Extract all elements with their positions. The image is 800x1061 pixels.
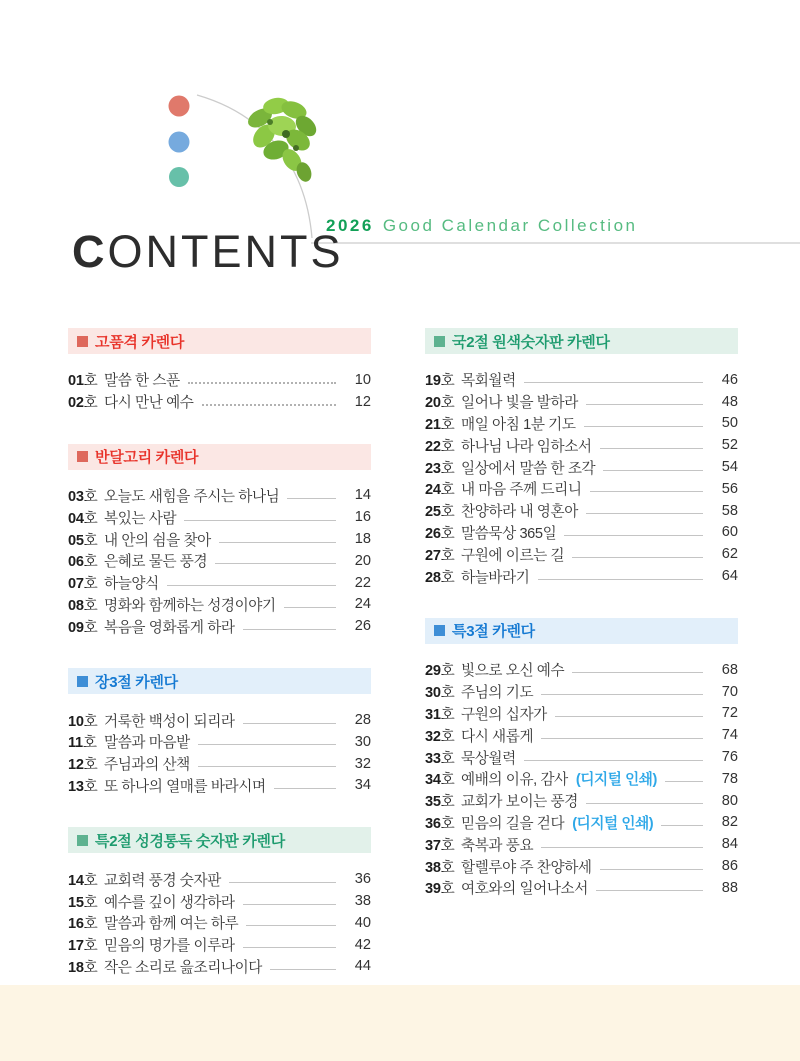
leader-line	[202, 404, 337, 406]
item-number: 18호	[68, 959, 98, 976]
item-title: 복음을 영화롭게 하라	[104, 619, 235, 636]
item-page-number: 68	[721, 661, 738, 678]
toc-section	[68, 328, 371, 413]
subtitle-year: 2026	[326, 216, 374, 235]
item-page-number: 18	[354, 531, 371, 548]
toc-row	[425, 659, 738, 681]
item-number: 15호	[68, 894, 98, 911]
item-number: 28호	[425, 569, 455, 586]
item-title: 또 하나의 열매를 바라시며	[104, 778, 266, 795]
collection-subtitle	[326, 216, 638, 236]
toc-row	[425, 877, 738, 899]
leader-line	[243, 904, 336, 905]
item-title: 오늘도 새힘을 주시는 하나님	[104, 488, 280, 505]
toc-section	[425, 328, 738, 587]
section-header	[68, 668, 371, 694]
toc-section	[425, 618, 738, 899]
deco-dot	[169, 132, 190, 153]
item-page-number: 78	[721, 770, 738, 787]
item-title: 내 안의 쉼을 찾아	[104, 532, 211, 549]
item-number: 20호	[425, 395, 455, 412]
item-page-number: 30	[354, 733, 371, 750]
deco-dot	[169, 167, 189, 187]
item-number: 39호	[425, 881, 455, 898]
section-rows	[425, 659, 738, 899]
leader-line	[270, 969, 336, 970]
leader-line	[184, 520, 336, 521]
leader-line	[564, 535, 703, 536]
item-number: 07호	[68, 576, 98, 593]
item-number: 03호	[68, 488, 98, 505]
toc-row	[68, 572, 371, 594]
toc-row	[425, 522, 738, 544]
item-number: 38호	[425, 859, 455, 876]
item-page-number: 34	[354, 777, 371, 794]
leader-line	[287, 498, 336, 499]
item-title: 묵상월력	[461, 750, 516, 767]
item-page-number: 76	[721, 749, 738, 766]
item-page-number: 58	[721, 502, 738, 519]
item-number: 29호	[425, 663, 455, 680]
page-title	[72, 226, 344, 278]
leader-line	[541, 694, 703, 695]
toc-row	[68, 369, 371, 391]
item-title: 하늘양식	[104, 576, 159, 593]
leader-line	[600, 448, 703, 449]
item-number: 25호	[425, 504, 455, 521]
item-number: 32호	[425, 728, 455, 745]
item-page-number: 28	[354, 712, 371, 729]
toc-row	[425, 768, 738, 790]
item-page-number: 42	[354, 936, 371, 953]
item-title: 일상에서 말씀 한 조각	[461, 460, 596, 477]
item-title: 주님의 기도	[461, 685, 534, 702]
item-number: 14호	[68, 872, 98, 889]
leader-line	[167, 585, 336, 586]
section-bullet-icon	[434, 625, 445, 636]
item-number: 09호	[68, 619, 98, 636]
toc-row	[68, 912, 371, 934]
section-title: 고품격 카렌다	[95, 333, 185, 351]
item-title: 하나님 나라 임하소서	[461, 438, 592, 455]
section-title: 특2절 성경통독 숫자판 카렌다	[95, 832, 285, 850]
leader-line	[572, 672, 703, 673]
toc-row	[425, 543, 738, 565]
deco-dot	[169, 96, 190, 117]
leader-line	[219, 542, 336, 543]
item-title: 명화와 함께하는 성경이야기	[104, 597, 276, 614]
item-title: 복있는 사람	[104, 510, 177, 527]
leader-line	[541, 738, 703, 739]
toc-row	[425, 703, 738, 725]
item-page-number: 56	[721, 480, 738, 497]
item-title: 여호와의 일어나소서	[461, 881, 588, 898]
item-title: 교회력 풍경 숫자판	[104, 872, 221, 889]
item-number: 22호	[425, 438, 455, 455]
toc-row	[68, 391, 371, 413]
item-number: 06호	[68, 554, 98, 571]
item-title: 내 마음 주께 드리니	[461, 482, 582, 499]
leader-line	[586, 404, 703, 405]
toc-row	[68, 615, 371, 637]
item-number: 12호	[68, 757, 98, 774]
leader-line	[538, 579, 704, 580]
section-rows	[425, 369, 738, 587]
toc-row	[68, 934, 371, 956]
leader-line	[586, 513, 703, 514]
footer-band	[0, 985, 800, 1061]
column-left	[68, 328, 371, 977]
item-page-number: 82	[721, 814, 738, 831]
section-title: 장3절 카렌다	[95, 673, 178, 691]
item-number: 23호	[425, 460, 455, 477]
leader-line	[661, 825, 703, 826]
leader-line	[243, 723, 336, 724]
section-bullet-icon	[77, 336, 88, 347]
toc-row	[68, 956, 371, 978]
toc-row	[68, 890, 371, 912]
item-number: 30호	[425, 685, 455, 702]
item-number: 01호	[68, 373, 98, 390]
item-title: 빛으로 오신 예수	[461, 663, 565, 680]
section-header	[425, 328, 738, 354]
leader-line	[584, 426, 703, 427]
item-title: 할렐루야 주 찬양하세	[461, 859, 592, 876]
item-page-number: 26	[354, 618, 371, 635]
item-number: 10호	[68, 713, 98, 730]
item-number: 13호	[68, 778, 98, 795]
item-title: 주님과의 산책	[104, 757, 190, 774]
item-number: 35호	[425, 794, 455, 811]
toc-row	[68, 753, 371, 775]
item-number: 37호	[425, 837, 455, 854]
toc-row	[68, 709, 371, 731]
section-title: 반달고리 카렌다	[95, 449, 199, 467]
leader-line	[198, 766, 336, 767]
toc-row	[425, 434, 738, 456]
item-page-number: 20	[354, 552, 371, 569]
item-page-number: 72	[721, 705, 738, 722]
item-number: 31호	[425, 706, 455, 723]
item-title: 목회월력	[461, 373, 516, 390]
item-page-number: 22	[354, 574, 371, 591]
item-title: 말씀묵상 365일	[461, 525, 557, 542]
leader-line	[600, 869, 703, 870]
item-page-number: 84	[721, 836, 738, 853]
section-rows	[68, 709, 371, 796]
item-title: 하늘바라기	[461, 569, 530, 586]
section-bullet-icon	[77, 451, 88, 462]
leader-line	[284, 607, 336, 608]
item-page-number: 86	[721, 858, 738, 875]
subtitle-text: Good Calendar Collection	[382, 216, 638, 235]
section-header	[68, 827, 371, 853]
section-title: 특3절 카렌다	[452, 623, 535, 641]
section-header	[68, 328, 371, 354]
toc-row	[425, 456, 738, 478]
item-title: 은혜로 물든 풍경	[104, 554, 208, 571]
item-title: 작은 소리로 읊조리나이다	[104, 959, 262, 976]
toc-row	[68, 506, 371, 528]
toc-row	[68, 528, 371, 550]
item-page-number: 32	[354, 755, 371, 772]
item-title: 예배의 이유, 감사	[461, 772, 568, 789]
item-page-number: 64	[721, 568, 738, 585]
item-title: 축복과 풍요	[461, 837, 534, 854]
item-number: 34호	[425, 772, 455, 789]
item-note: (디지털 인쇄)	[572, 815, 654, 832]
toc-row	[425, 681, 738, 703]
item-page-number: 46	[721, 371, 738, 388]
item-page-number: 12	[354, 393, 371, 410]
item-page-number: 48	[721, 393, 738, 410]
leader-line	[572, 557, 703, 558]
leader-line	[586, 803, 703, 804]
page-title-rest: ONTENTS	[107, 226, 344, 278]
item-number: 17호	[68, 938, 98, 955]
leader-line	[243, 629, 336, 630]
item-number: 24호	[425, 482, 455, 499]
item-title: 교회가 보이는 풍경	[461, 794, 578, 811]
item-number: 05호	[68, 532, 98, 549]
item-number: 26호	[425, 525, 455, 542]
toc-row	[425, 833, 738, 855]
leader-line	[524, 760, 703, 761]
item-page-number: 70	[721, 683, 738, 700]
item-number: 27호	[425, 547, 455, 564]
toc-row	[68, 485, 371, 507]
item-number: 11호	[68, 735, 97, 752]
item-title: 구원의 십자가	[461, 706, 547, 723]
section-rows	[68, 868, 371, 977]
section-bullet-icon	[77, 835, 88, 846]
item-page-number: 36	[354, 871, 371, 888]
section-bullet-icon	[434, 336, 445, 347]
item-title: 믿음의 명가를 이루라	[104, 938, 235, 955]
leader-line	[590, 491, 703, 492]
leader-line	[243, 947, 336, 948]
item-page-number: 24	[354, 596, 371, 613]
leader-line	[596, 890, 703, 891]
item-title: 말씀과 마음밭	[104, 735, 190, 752]
item-title: 다시 새롭게	[461, 728, 534, 745]
section-rows	[68, 369, 371, 413]
toc-row	[425, 812, 738, 834]
item-number: 08호	[68, 597, 98, 614]
leader-line	[541, 847, 703, 848]
item-number: 33호	[425, 750, 455, 767]
plant-icon	[245, 96, 320, 184]
item-title: 구원에 이르는 길	[461, 547, 565, 564]
section-title: 국2절 원색숫자판 카렌다	[452, 333, 610, 351]
toc-row	[68, 731, 371, 753]
toc-columns	[68, 328, 738, 977]
leader-line	[188, 382, 336, 384]
item-page-number: 62	[721, 546, 738, 563]
section-header	[68, 444, 371, 470]
toc-section	[68, 668, 371, 796]
section-bullet-icon	[77, 676, 88, 687]
leader-line	[665, 781, 703, 782]
item-title: 예수를 깊이 생각하라	[104, 894, 235, 911]
leader-line	[274, 788, 336, 789]
toc-row	[425, 391, 738, 413]
toc-row	[425, 746, 738, 768]
item-page-number: 38	[354, 893, 371, 910]
item-page-number: 54	[721, 459, 738, 476]
section-header	[425, 618, 738, 644]
leader-line	[603, 470, 703, 471]
leader-line	[198, 744, 336, 745]
item-title: 매일 아침 1분 기도	[461, 416, 576, 433]
item-page-number: 10	[354, 371, 371, 388]
toc-section	[68, 444, 371, 638]
toc-row	[425, 500, 738, 522]
column-right	[425, 328, 738, 977]
item-note: (디지털 인쇄)	[575, 772, 657, 789]
toc-row	[425, 855, 738, 877]
item-number: 02호	[68, 395, 98, 412]
leader-line	[246, 925, 336, 926]
item-title: 다시 만난 예수	[104, 395, 194, 412]
item-number: 16호	[68, 916, 98, 933]
item-page-number: 16	[354, 509, 371, 526]
item-page-number: 88	[721, 879, 738, 896]
item-title: 찬양하라 내 영혼아	[461, 504, 578, 521]
toc-row	[425, 413, 738, 435]
item-page-number: 52	[721, 437, 738, 454]
item-title: 일어나 빛을 발하라	[461, 395, 578, 412]
leader-line	[215, 563, 336, 564]
item-title: 믿음의 길을 걷다	[461, 815, 565, 832]
toc-row	[425, 724, 738, 746]
item-page-number: 44	[354, 958, 371, 975]
leader-line	[524, 382, 703, 383]
item-number: 21호	[425, 416, 455, 433]
toc-row	[68, 868, 371, 890]
item-page-number: 60	[721, 524, 738, 541]
item-number: 19호	[425, 373, 455, 390]
leader-line	[555, 716, 703, 717]
item-title: 거룩한 백성이 되리라	[104, 713, 235, 730]
page-title-initial: C	[72, 226, 108, 278]
item-page-number: 80	[721, 792, 738, 809]
toc-row	[425, 565, 738, 587]
item-title: 말씀 한 스푼	[104, 373, 180, 390]
item-number: 36호	[425, 815, 455, 832]
item-page-number: 50	[721, 415, 738, 432]
toc-row	[425, 790, 738, 812]
leader-line	[229, 882, 336, 883]
item-title: 말씀과 함께 여는 하루	[104, 916, 239, 933]
toc-row	[425, 369, 738, 391]
toc-row	[425, 478, 738, 500]
toc-row	[68, 594, 371, 616]
item-page-number: 40	[354, 914, 371, 931]
toc-row	[68, 550, 371, 572]
toc-section	[68, 827, 371, 977]
item-page-number: 74	[721, 727, 738, 744]
item-number: 04호	[68, 510, 98, 527]
item-page-number: 14	[354, 487, 371, 504]
section-rows	[68, 485, 371, 638]
toc-row	[68, 775, 371, 797]
